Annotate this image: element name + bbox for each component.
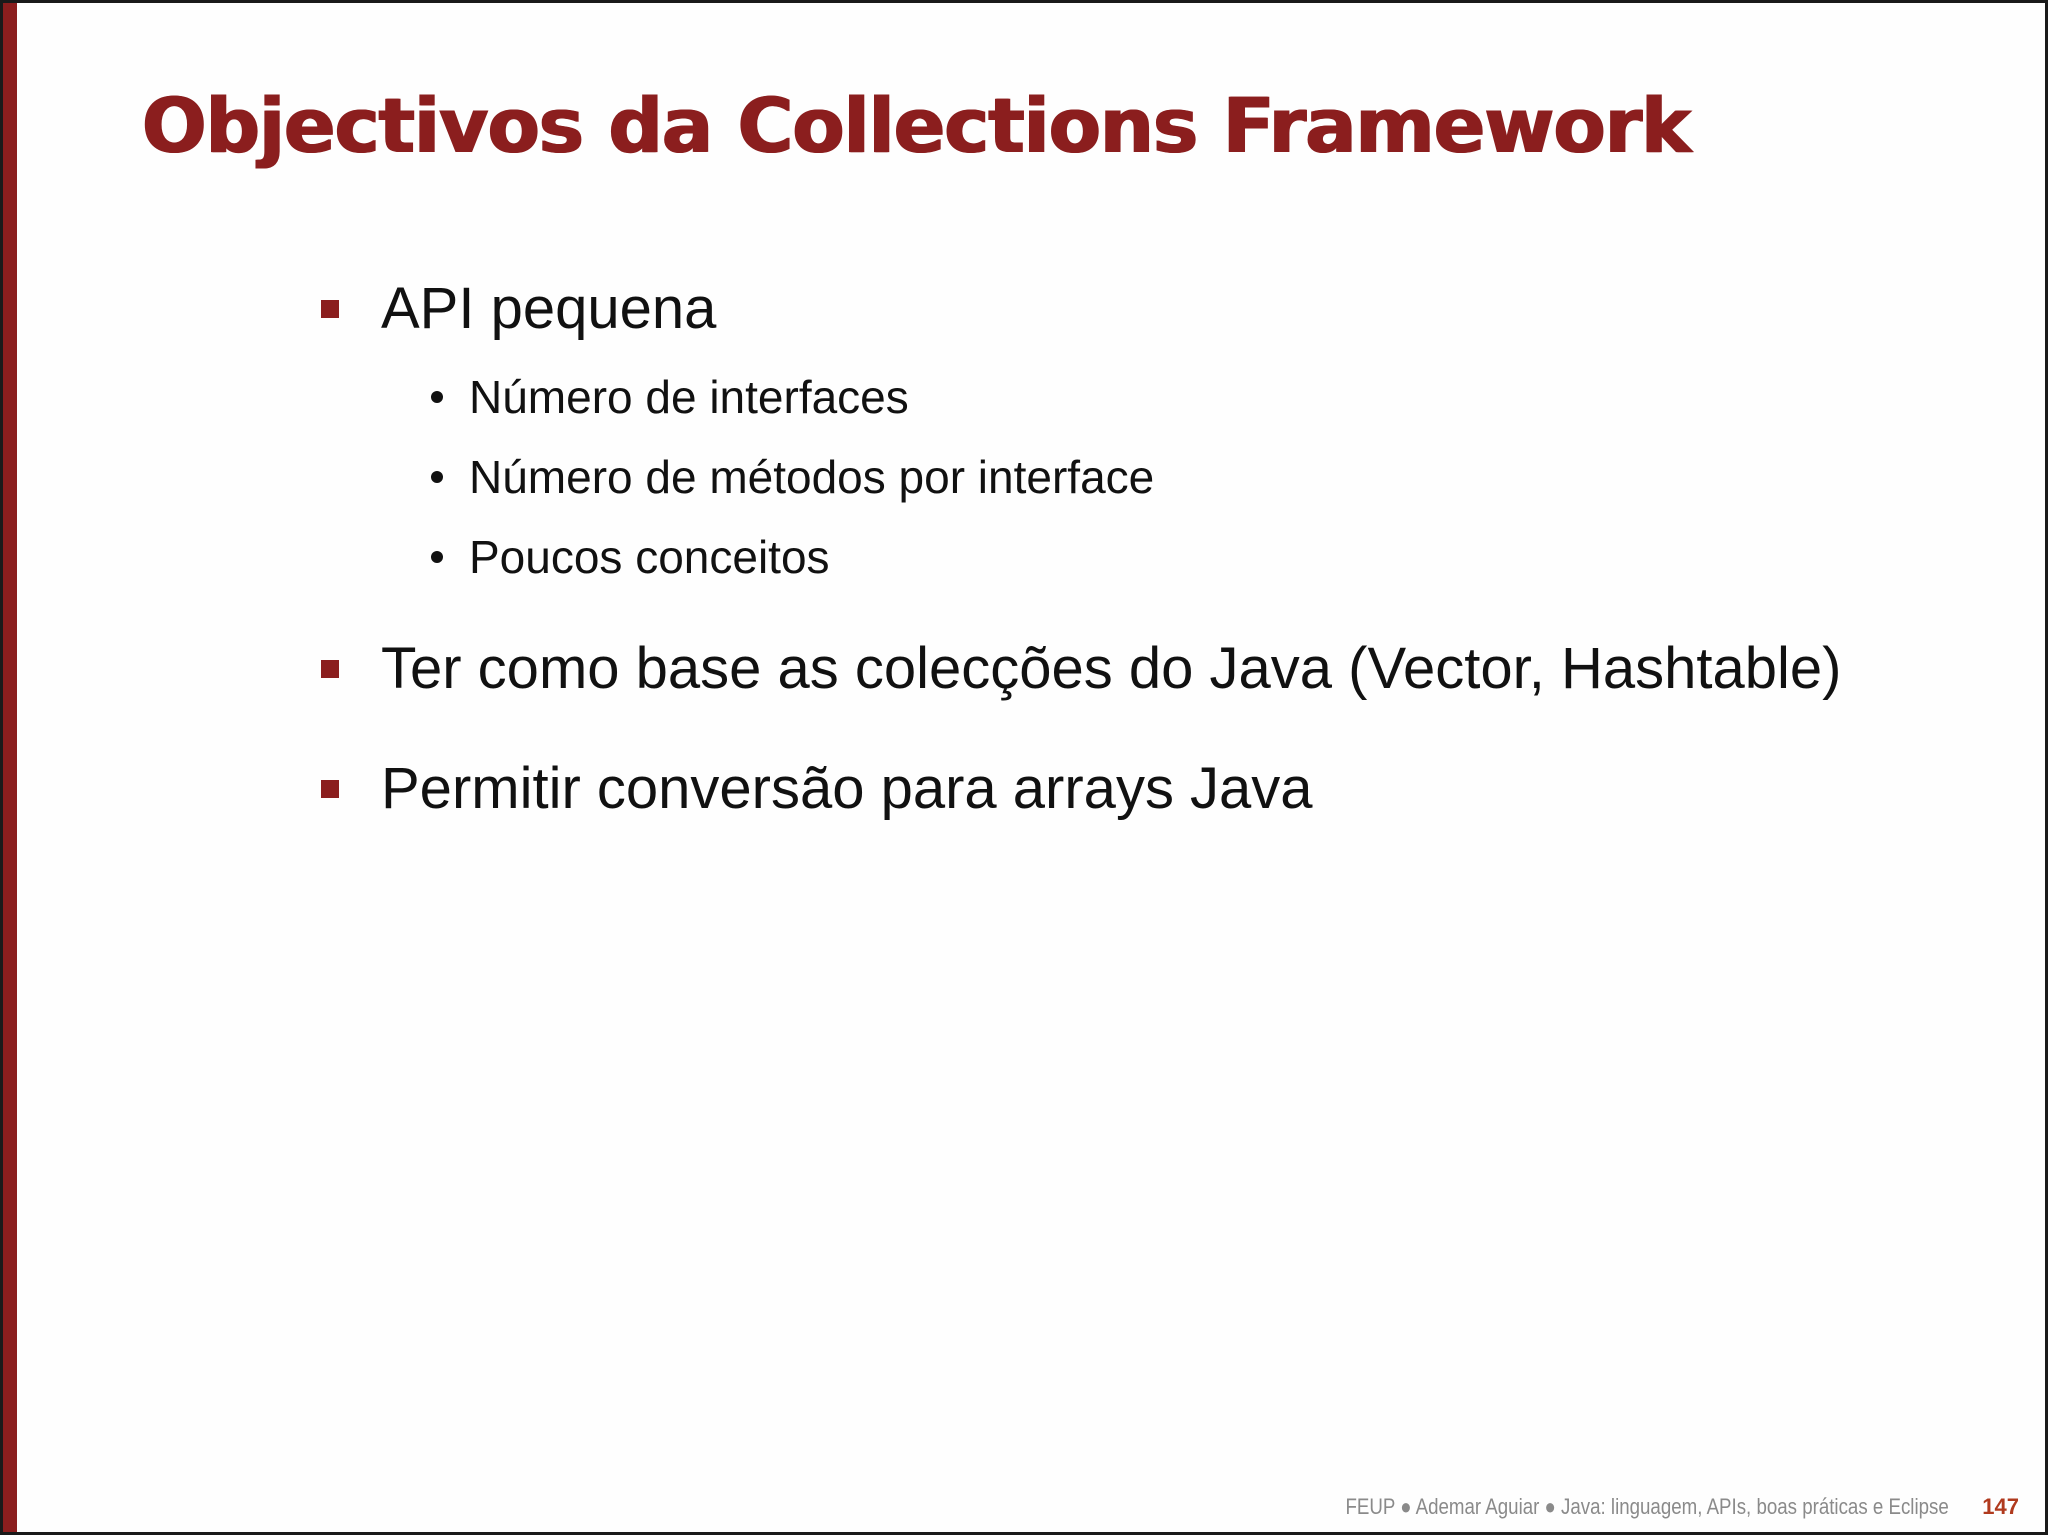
square-bullet-icon xyxy=(321,660,339,678)
bullet-text: Ter como base as colecções do Java (Vector, Hashtable) xyxy=(381,636,1842,701)
round-bullet-icon xyxy=(431,391,443,403)
bullet-text: API pequena xyxy=(381,276,717,341)
bullet-item xyxy=(321,635,1841,702)
round-bullet-icon xyxy=(431,471,443,483)
left-accent-bar xyxy=(3,3,17,1532)
bullet-text: Permitir conversão para arrays Java xyxy=(381,756,1313,821)
square-bullet-icon xyxy=(321,780,339,798)
page-number: 147 xyxy=(1982,1494,2019,1519)
slide-title: Objectivos da Collections Framework xyxy=(141,81,1690,170)
sub-bullet-text: Número de métodos por interface xyxy=(469,451,1155,503)
square-bullet-icon xyxy=(321,300,339,318)
sub-bullet-item xyxy=(431,530,830,584)
round-bullet-icon xyxy=(431,551,443,563)
sub-bullet-item xyxy=(431,450,1154,504)
sub-bullet-text: Número de interfaces xyxy=(469,371,909,423)
bullet-item xyxy=(321,755,1313,822)
slide-footer: FEUP ● Ademar Aguiar ● Java: linguagem, APIs, boas práticas e Eclipse xyxy=(1345,1494,1949,1519)
bullet-item xyxy=(321,275,716,342)
sub-bullet-text: Poucos conceitos xyxy=(469,531,830,583)
sub-bullet-item xyxy=(431,370,909,424)
